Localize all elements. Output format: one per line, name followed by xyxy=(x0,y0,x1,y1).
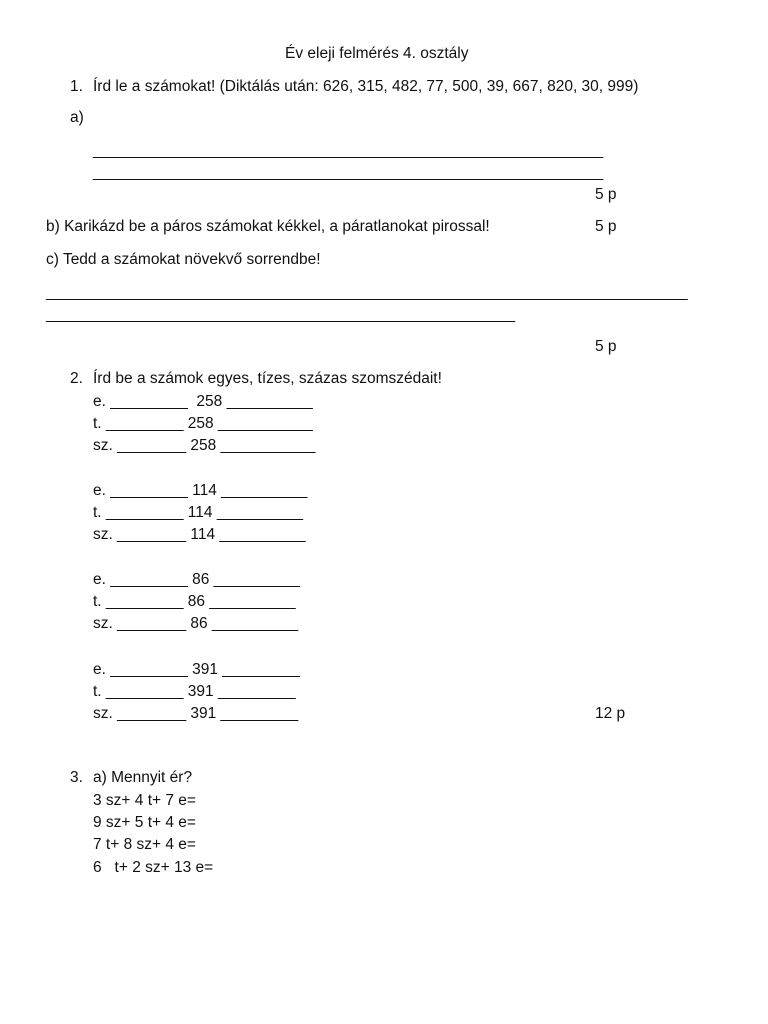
q1-a-answer-line-2[interactable]: ______________________________________________________________ xyxy=(93,164,603,181)
q2-text: Írd be a számok egyes, tízes, százas szomszédait! xyxy=(93,370,442,387)
q1-c-answer-line-1[interactable]: ______________________________________________________________________________ xyxy=(46,284,688,301)
q2-row-258-e[interactable]: e. _________ 258 __________ xyxy=(93,393,313,410)
q2-points: 12 p xyxy=(595,705,626,722)
q1-b-text: b) Karikázd be a páros számokat kékkel, a páratlanokat pirossal! xyxy=(46,218,490,235)
q2-row-86-sz[interactable]: sz. ________ 86 __________ xyxy=(93,615,299,632)
q2-row-114-sz[interactable]: sz. ________ 114 __________ xyxy=(93,526,306,543)
q2-row-258-sz[interactable]: sz. ________ 258 ___________ xyxy=(93,437,316,454)
q1-c-text: c) Tedd a számokat növekvő sorrendbe! xyxy=(46,251,321,268)
q3-item[interactable]: 6 t+ 2 sz+ 13 e= xyxy=(93,859,214,876)
q3-item[interactable]: 3 sz+ 4 t+ 7 e= xyxy=(93,792,196,809)
q2-row-114-e[interactable]: e. _________ 114 __________ xyxy=(93,482,308,499)
q2-row-391-sz[interactable]: sz. ________ 391 _________ xyxy=(93,705,299,722)
q1-number: 1. xyxy=(70,78,83,95)
page-title: Év eleji felmérés 4. osztály xyxy=(285,45,469,62)
q2-row-86-t[interactable]: t. _________ 86 __________ xyxy=(93,593,296,610)
q2-row-391-t[interactable]: t. _________ 391 _________ xyxy=(93,683,296,700)
q2-row-258-t[interactable]: t. _________ 258 ___________ xyxy=(93,415,313,432)
q2-number: 2. xyxy=(70,370,83,387)
q1-c-points: 5 p xyxy=(595,338,617,355)
q2-row-114-t[interactable]: t. _________ 114 __________ xyxy=(93,504,304,521)
q1-b-points: 5 p xyxy=(595,218,617,235)
q1-a-answer-line-1[interactable]: ______________________________________________________________ xyxy=(93,142,603,159)
q3-item[interactable]: 7 t+ 8 sz+ 4 e= xyxy=(93,836,196,853)
q1-c-answer-line-2[interactable]: _________________________________________________________ xyxy=(46,306,515,323)
q2-row-391-e[interactable]: e. _________ 391 _________ xyxy=(93,661,300,678)
q3-number: 3. xyxy=(70,769,83,786)
q1-text: Írd le a számokat! (Diktálás után: 626, 315, 482, 77, 500, 39, 667, 820, 30, 999) xyxy=(93,78,639,95)
q3-text: a) Mennyit ér? xyxy=(93,769,193,786)
q2-row-86-e[interactable]: e. _________ 86 __________ xyxy=(93,571,300,588)
q1-a-points: 5 p xyxy=(595,186,617,203)
q3-item[interactable]: 9 sz+ 5 t+ 4 e= xyxy=(93,814,196,831)
q1-a-label: a) xyxy=(70,109,84,126)
